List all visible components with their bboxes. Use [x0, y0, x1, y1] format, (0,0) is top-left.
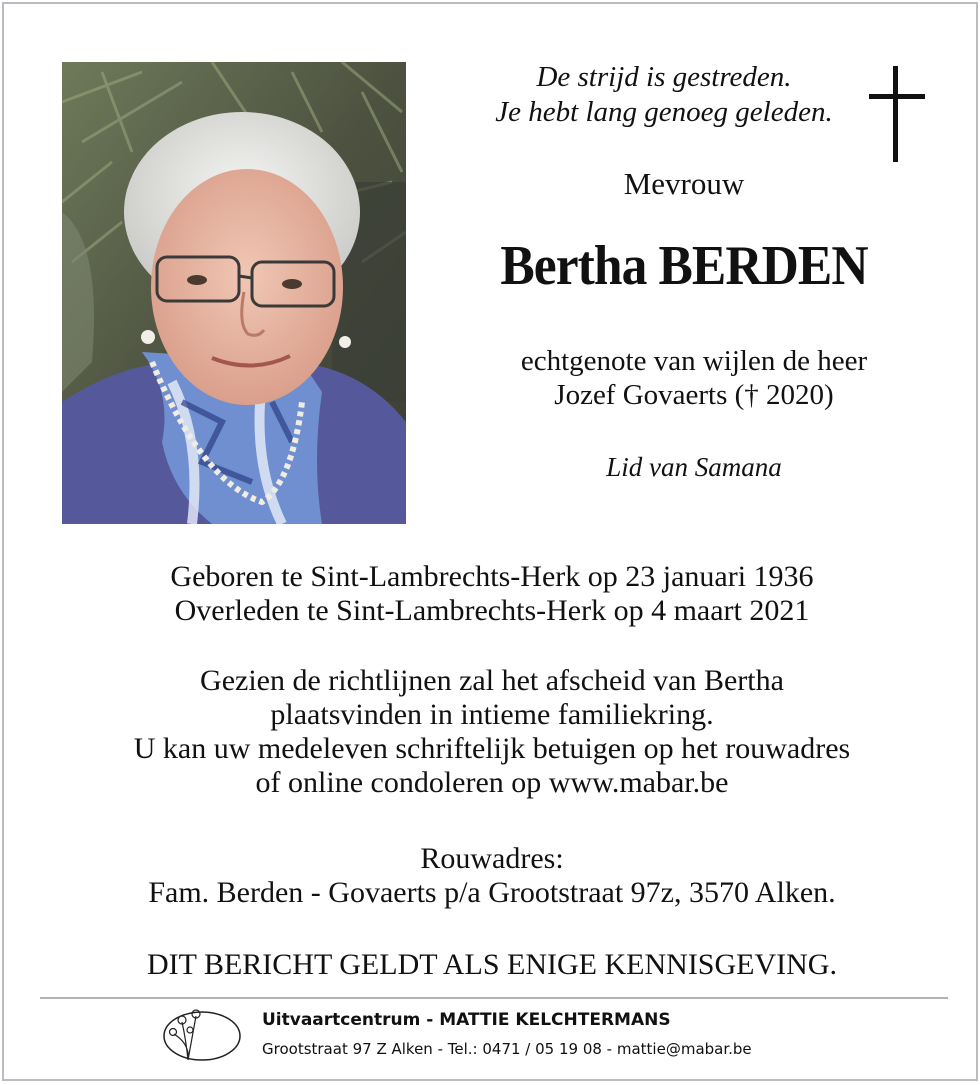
life-dates: [24, 560, 960, 628]
flower-logo-icon: [160, 1004, 244, 1064]
footer-divider: [40, 997, 948, 999]
spouse-line-1: echtgenote van wijlen de heer: [520, 345, 868, 377]
honorific: Mevrouw: [623, 166, 745, 201]
death-line: Overleden te Sint-Lambrechts-Herk op 4 maart 2021: [174, 594, 810, 627]
funeral-home-name: Uitvaartcentrum - MATTIE KELCHTERMANS: [262, 1010, 671, 1030]
farewell-line-2: plaatsvinden in intieme familiekring.: [270, 698, 714, 731]
spouse-info: [424, 344, 964, 412]
verse-line-1: De strijd is gestreden.: [536, 61, 792, 93]
spouse-line-2: Jozef Govaerts († 2020): [554, 379, 834, 411]
verse: [424, 60, 904, 130]
portrait-illustration: [62, 62, 406, 524]
mourning-address: [24, 842, 960, 910]
notice-text: DIT BERICHT GELDT ALS ENIGE KENNISGEVING.: [147, 948, 837, 981]
verse-line-2: Je hebt lang genoeg geleden.: [495, 96, 833, 128]
address-label: Rouwadres:: [420, 842, 564, 875]
portrait-photo: [62, 62, 406, 524]
deceased-name: Bertha BERDEN: [500, 235, 868, 297]
notice: [24, 948, 960, 982]
obituary-card: [2, 2, 978, 1081]
farewell-line-4: of online condoleren op www.mabar.be: [255, 766, 729, 799]
birth-line: Geboren te Sint-Lambrechts-Herk op 23 januari 1936: [170, 560, 814, 593]
cross-icon: [869, 66, 925, 162]
farewell-line-3: U kan uw medeleven schriftelijk betuigen op het rouwadres: [133, 732, 851, 765]
funeral-home-contact: Grootstraat 97 Z Alken - Tel.: 0471 / 05 19 08 - mattie@mabar.be: [262, 1040, 752, 1058]
farewell-line-1: Gezien de richtlijnen zal het afscheid van Bertha: [200, 664, 784, 697]
farewell-text: [24, 664, 960, 800]
membership: Lid van Samana: [606, 452, 782, 482]
address-value: Fam. Berden - Govaerts p/a Grootstraat 97z, 3570 Alken.: [148, 876, 836, 909]
